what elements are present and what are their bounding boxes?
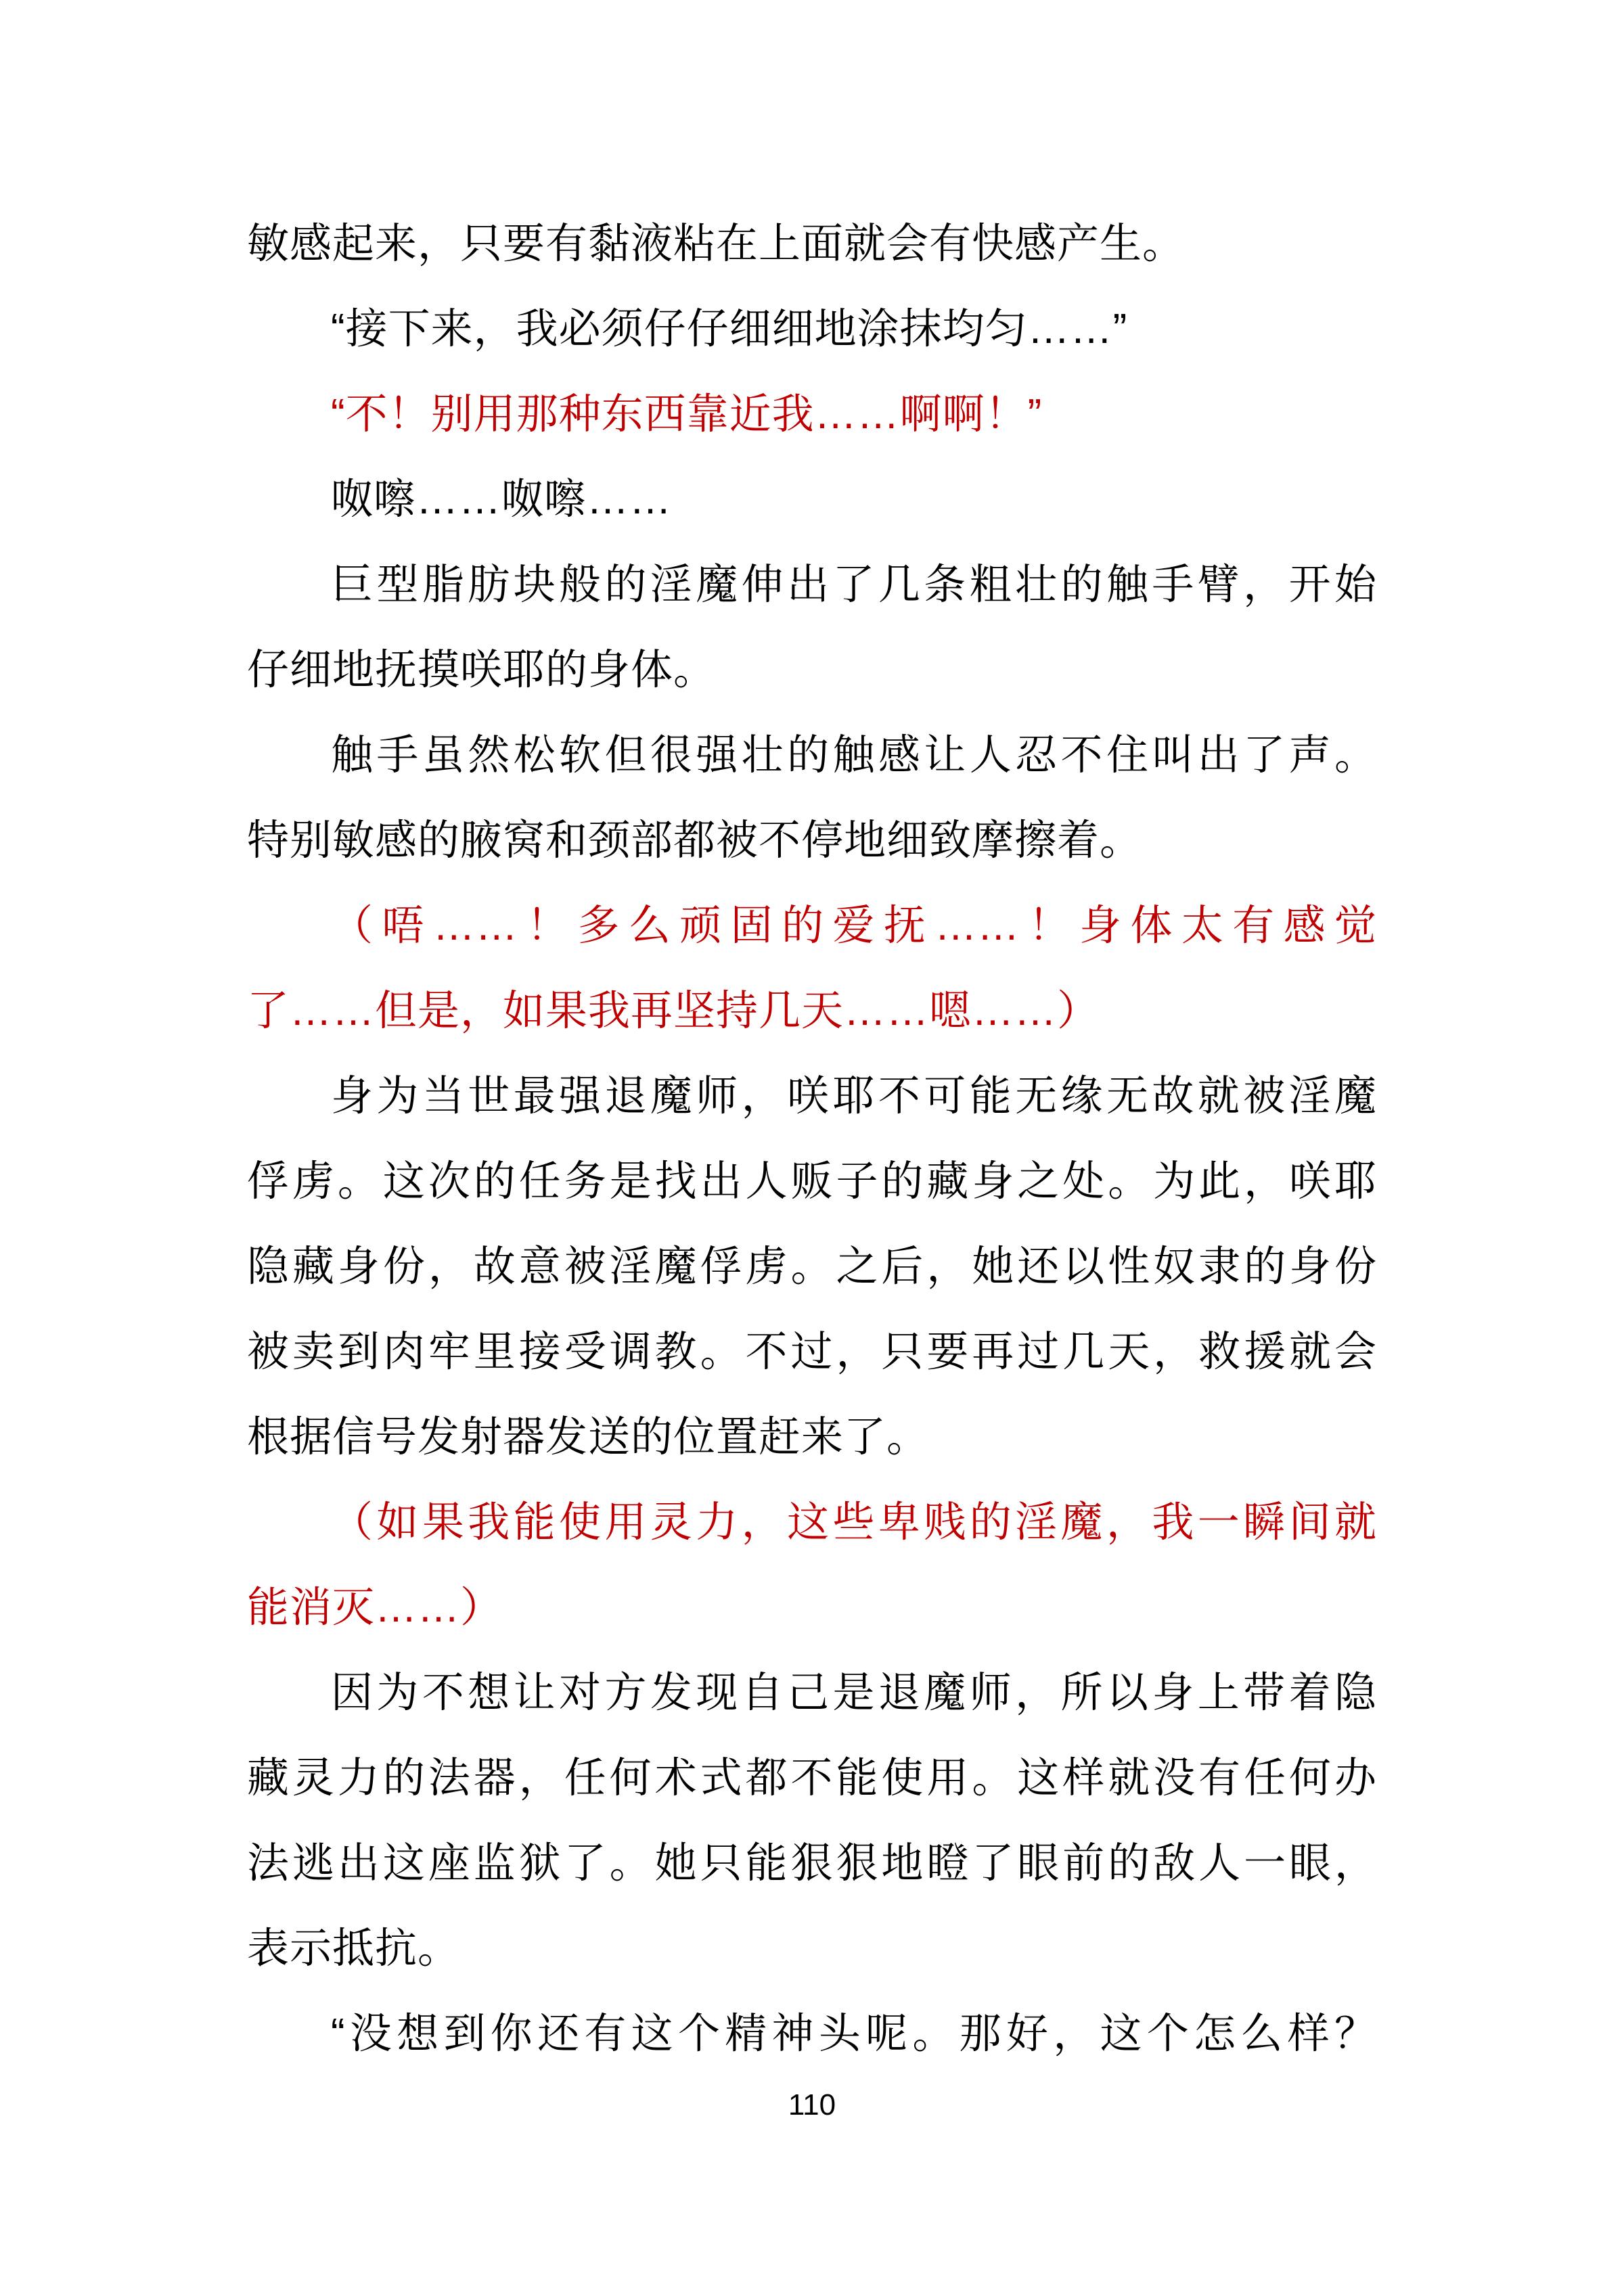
text-line: （如果我能使用灵力，这些卑贱的淫魔，我一瞬间就 bbox=[331, 1499, 1377, 1546]
text-line: 身为当世最强退魔师，咲耶不可能无缘无故就被淫魔 bbox=[331, 1073, 1377, 1120]
text-line: 敏感起来，只要有黏液粘在上面就会有快感产生。 bbox=[247, 221, 1186, 267]
text-line: 巨型脂肪块般的淫魔伸出了几条粗壮的触手臂，开始 bbox=[331, 561, 1377, 608]
text-line: 能消灭……） bbox=[247, 1584, 503, 1631]
text-line: （唔……！多么顽固的爱抚……！身体太有感觉 bbox=[331, 902, 1377, 949]
text-line: 仔细地抚摸咲耶的身体。 bbox=[247, 647, 717, 693]
text-line: “接下来，我必须仔仔细细地涂抹均匀……” bbox=[331, 306, 1128, 352]
text-line: 被卖到肉牢里接受调教。不过，只要再过几天，救援就会 bbox=[247, 1329, 1377, 1375]
text-line: 触手虽然松软但很强壮的触感让人忍不住叫出了声。 bbox=[331, 732, 1377, 779]
text-line: 法逃出这座监狱了。她只能狠狠地瞪了眼前的敌人一眼， bbox=[247, 1840, 1377, 1887]
text-line: 隐藏身份，故意被淫魔俘虏。之后，她还以性奴隶的身份 bbox=[247, 1243, 1377, 1290]
text-line: “没想到你还有这个精神头呢。那好，这个怎么样？ bbox=[331, 2011, 1377, 2057]
text-line: 表示抵抗。 bbox=[247, 1925, 461, 1972]
page-number: 110 bbox=[788, 2088, 836, 2121]
text-line: 俘虏。这次的任务是找出人贩子的藏身之处。为此，咲耶 bbox=[247, 1158, 1377, 1205]
text-line: “不！别用那种东西靠近我……啊啊！” bbox=[331, 391, 1043, 438]
text-line: 藏灵力的法器，任何术式都不能使用。这样就没有任何办 bbox=[247, 1755, 1377, 1801]
text-line: 特别敏感的腋窝和颈部都被不停地细致摩擦着。 bbox=[247, 817, 1143, 864]
text-line: 呶嚓……呶嚓…… bbox=[331, 476, 673, 523]
text-line: 因为不想让对方发现自己是退魔师，所以身上带着隐 bbox=[331, 1670, 1377, 1716]
text-line: 根据信号发射器发送的位置赶来了。 bbox=[247, 1414, 930, 1461]
text-line: 了……但是，如果我再坚持几天……嗯……） bbox=[247, 988, 1100, 1034]
text-body bbox=[247, 202, 1377, 2077]
